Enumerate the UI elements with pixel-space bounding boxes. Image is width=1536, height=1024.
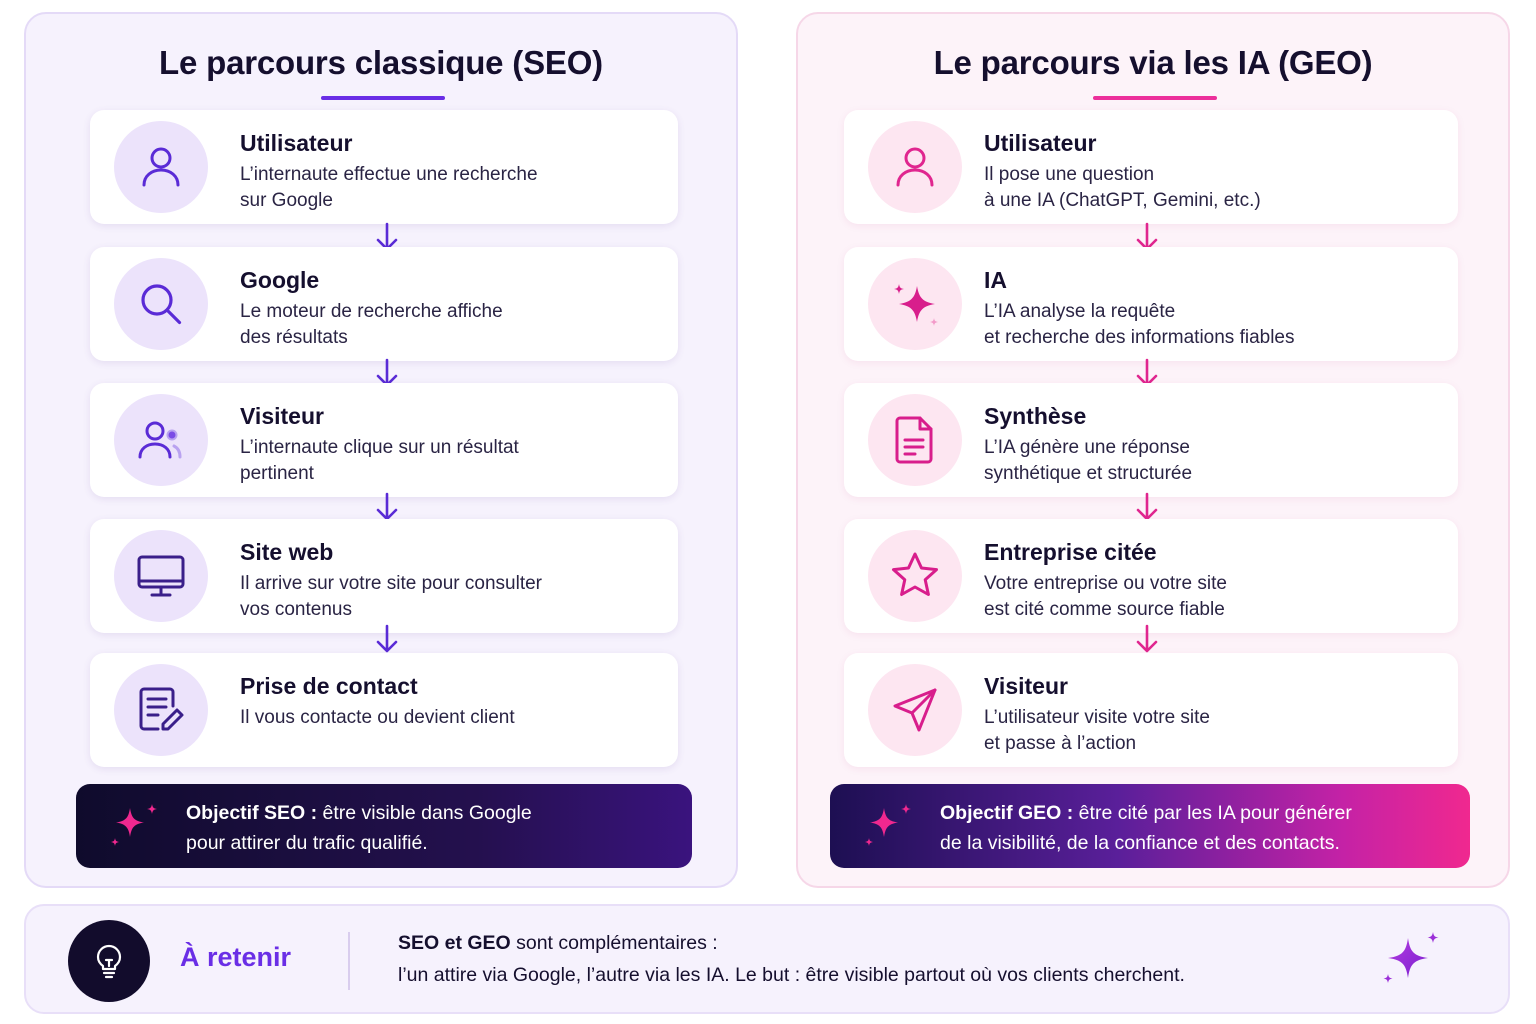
divider: [348, 932, 350, 990]
step-desc: L’IA génère une réponse synthétique et structurée: [984, 437, 1193, 484]
step-desc: L’internaute effectue une recherche sur Google: [240, 164, 538, 211]
step-desc: Il arrive sur votre site pour consulter vos contenus: [240, 573, 543, 620]
geo-objective-banner: [830, 784, 1470, 868]
geo-step-ai: [844, 247, 1458, 361]
search-icon: [114, 258, 208, 350]
sparkle-icon: [1376, 926, 1446, 996]
seo-step-user: [90, 110, 678, 224]
step-title: Synthèse: [984, 403, 1087, 429]
user-icon: [114, 121, 208, 213]
seo-step-contact: [90, 653, 678, 767]
step-title: Entreprise citée: [984, 539, 1157, 565]
seo-objective-text: Objectif SEO : être visible dans Google pour attirer du trafic qualifié.: [186, 802, 532, 854]
geo-objective-text: Objectif GEO : être cité par les IA pour générer de la visibilité, de la confiance et des contacts.: [940, 802, 1352, 854]
geo-panel: [796, 12, 1510, 888]
geo-step-visitor: [844, 653, 1458, 767]
sparkle-icon: [860, 798, 916, 854]
edit-form-icon: [114, 664, 208, 756]
arrow-down-icon: [375, 624, 399, 654]
seo-title-underline: [321, 96, 445, 100]
takeaway-line-2: l’un attire via Google, l’autre via les IA. Le but : être visible partout où vos clients cherchent.: [398, 964, 1185, 986]
geo-title: Le parcours via les IA (GEO): [933, 44, 1373, 81]
geo-title-underline: [1093, 96, 1217, 100]
step-title: Visiteur: [240, 403, 324, 429]
arrow-down-icon: [375, 492, 399, 522]
visitor-click-icon: [114, 394, 208, 486]
seo-panel: [24, 12, 738, 888]
step-desc: L’IA analyse la requête et recherche des informations fiables: [984, 301, 1295, 348]
takeaway-banner: [24, 904, 1510, 1014]
sparkle-icon: [106, 798, 162, 854]
geo-step-synthesis: [844, 383, 1458, 497]
step-title: Utilisateur: [240, 130, 353, 156]
arrow-down-icon: [1135, 492, 1159, 522]
star-icon: [868, 530, 962, 622]
document-icon: [868, 394, 962, 486]
seo-step-website: [90, 519, 678, 633]
seo-step-google: [90, 247, 678, 361]
step-desc: L’internaute clique sur un résultat pertinent: [240, 437, 519, 484]
step-title: Utilisateur: [984, 130, 1097, 156]
seo-step-visitor: [90, 383, 678, 497]
geo-step-company: [844, 519, 1458, 633]
geo-step-user: [844, 110, 1458, 224]
ai-sparkle-icon: [868, 258, 962, 350]
step-desc: L’utilisateur visite votre site et passe à l’action: [984, 707, 1210, 754]
user-icon: [868, 121, 962, 213]
step-title: IA: [984, 267, 1007, 293]
step-desc: Il pose une question à une IA (ChatGPT, Gemini, etc.): [984, 164, 1261, 211]
seo-title: Le parcours classique (SEO): [159, 44, 603, 81]
step-desc: Il vous contacte ou devient client: [240, 707, 515, 728]
step-title: Site web: [240, 539, 334, 565]
arrow-down-icon: [1135, 624, 1159, 654]
lightbulb-icon: [68, 920, 150, 1002]
takeaway-line-1: SEO et GEO sont complémentaires :: [398, 932, 718, 954]
monitor-icon: [114, 530, 208, 622]
takeaway-label: À retenir: [180, 942, 292, 972]
seo-objective-banner: [76, 784, 692, 868]
step-title: Google: [240, 267, 320, 293]
step-title: Visiteur: [984, 673, 1068, 699]
step-desc: Votre entreprise ou votre site est cité comme source fiable: [984, 573, 1227, 620]
step-desc: Le moteur de recherche affiche des résultats: [240, 301, 503, 348]
step-title: Prise de contact: [240, 673, 418, 699]
paper-plane-icon: [868, 664, 962, 756]
